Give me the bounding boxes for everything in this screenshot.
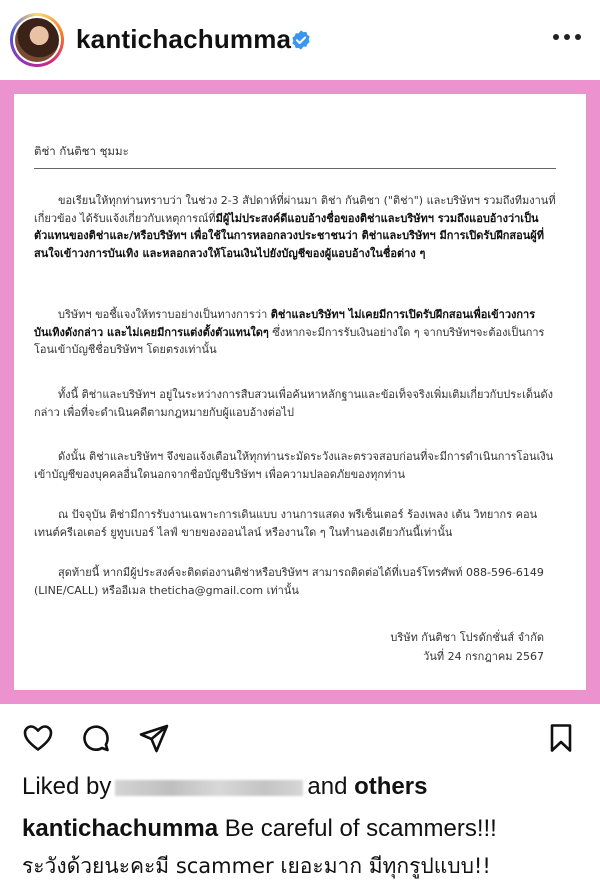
post-caption xyxy=(22,815,497,843)
letter-paragraph-5: ณ ปัจจุบัน ติช่ามีการรับงานเฉพาะการเดินแบบ งานการแสดง พรีเซ็นเตอร์ ร้องเพลง เต้น วิทยากร คอนเทนต์ครีเอเตอร์ ยูทูบเบอร์ ไลฟ์ ขายของออนไลน์ หรืองานใด ๆ ในทำนองเดียวกันนี้เท่านั้น xyxy=(34,508,538,539)
post-header xyxy=(0,0,600,80)
avatar-image-wrap xyxy=(13,16,61,64)
share-icon[interactable] xyxy=(138,722,170,754)
letter-paragraph-3: ทั้งนี้ ติช่าและบริษัทฯ อยู่ในระหว่างการสืบสวนเพื่อค้นหาหลักฐานและข้อเท็จจริงเพิ่มเติมเกี่ยวกับประเด็นดังกล่าว เพื่อที่จะดำเนินคดีตามกฎหมายกับผู้แอบอ้างต่อไป xyxy=(34,388,554,419)
post-image-frame xyxy=(0,80,600,704)
bookmark-icon[interactable] xyxy=(545,722,577,754)
avatar[interactable] xyxy=(10,13,64,67)
comment-icon[interactable] xyxy=(80,722,112,754)
likes-and: and xyxy=(307,773,348,800)
verified-badge-icon xyxy=(290,29,312,51)
likes-others-link[interactable]: others xyxy=(354,773,428,800)
letter-paragraph-2: บริษัทฯ ขอชี้แจงให้ทราบอย่างเป็นทางการว่า ติช่าและบริษัทฯ ไม่เคยมีการเปิดรับฝึกสอนเพื่อเข้าวงการบันเทิงดังกล่าว และไม่เคยมีการแต่งตั้งตัวแทนใดๆ ซึ่งหากจะมีการรับเงินอย่างใด ๆ จากบริษัทฯจะต้องเป็นการโอนเข้าบัญชีชื่อบริษัทฯ โดยตรงเท่านั้น xyxy=(34,308,545,356)
letter-signature-company: บริษัท กันติชา โปรดักชั่นส์ จำกัด xyxy=(390,631,544,644)
avatar-photo xyxy=(15,18,59,62)
likes-prefix: Liked by xyxy=(22,773,112,800)
redacted-liker-name xyxy=(115,780,303,796)
post-action-bar xyxy=(0,712,600,764)
likes-summary[interactable] xyxy=(22,773,427,801)
caption-text: Be careful of scammers!!! xyxy=(224,815,497,842)
letter-divider xyxy=(34,168,556,169)
letter-signature-date: วันที่ 24 กรกฎาคม 2567 xyxy=(423,650,544,663)
heart-icon[interactable] xyxy=(22,722,54,754)
letter-paragraph-6: สุดท้ายนี้ หากมีผู้ประสงค์จะติดต่องานติช่าหรือบริษัทฯ สามารถติดต่อได้ที่เบอร์โทรศัพท์ 088-596-6149 (LINE/CALL) หรืออีเมล theticha@gmail.com เท่านั้น xyxy=(34,566,544,597)
letter-paragraph-4: ดังนั้น ติช่าและบริษัทฯ จึงขอแจ้งเตือนให้ทุกท่านระมัดระวังและตรวจสอบก่อนที่จะมีการดำเนินการโอนเงินเข้าบัญชีของบุคคลอื่นใดนอกจากชื่อบัญชีบริษัทฯ เพื่อความปลอดภัยของทุกท่าน xyxy=(34,450,554,481)
more-options-icon[interactable] xyxy=(553,34,583,44)
letter-name-line: ติช่า กันติชา ชุมมะ xyxy=(34,144,129,158)
letter-paragraph-1: ขอเรียนให้ทุกท่านทราบว่า ในช่วง 2-3 สัปดาห์ที่ผ่านมา ติช่า กันติชา ("ติช่า") และบริษัทฯ รวมถึงทีมงานที่เกี่ยวข้อง ได้รับแจ้งเกี่ยวกับเหตุการณ์ที่มีผู้ไม่ประสงค์ดีแอบอ้างชื่อของติช่าและบริษัทฯ รวมถึงแอบอ้างว่าเป็นตัวแทนของติช่าและ/หรือบริษัทฯ เพื่อใช้ในการหลอกลวงประชาชนว่า ติช่าและบริษัทฯ มีการเปิดรับฝึกสอนผู้ที่สนใจเข้าวงการบันเทิง และหลอกลวงให้โอนเงินไปยังบัญชีของผู้แอบอ้างในชื่อต่าง ๆ xyxy=(34,194,556,260)
caption-username[interactable]: kantichachumma xyxy=(22,815,219,842)
announcement-letter xyxy=(14,94,586,690)
post-username[interactable]: kantichachumma xyxy=(76,24,292,54)
caption-line-2: ระวังด้วยนะคะมี scammer เยอะมาก มีทุกรูปแบบ!! xyxy=(22,854,491,878)
